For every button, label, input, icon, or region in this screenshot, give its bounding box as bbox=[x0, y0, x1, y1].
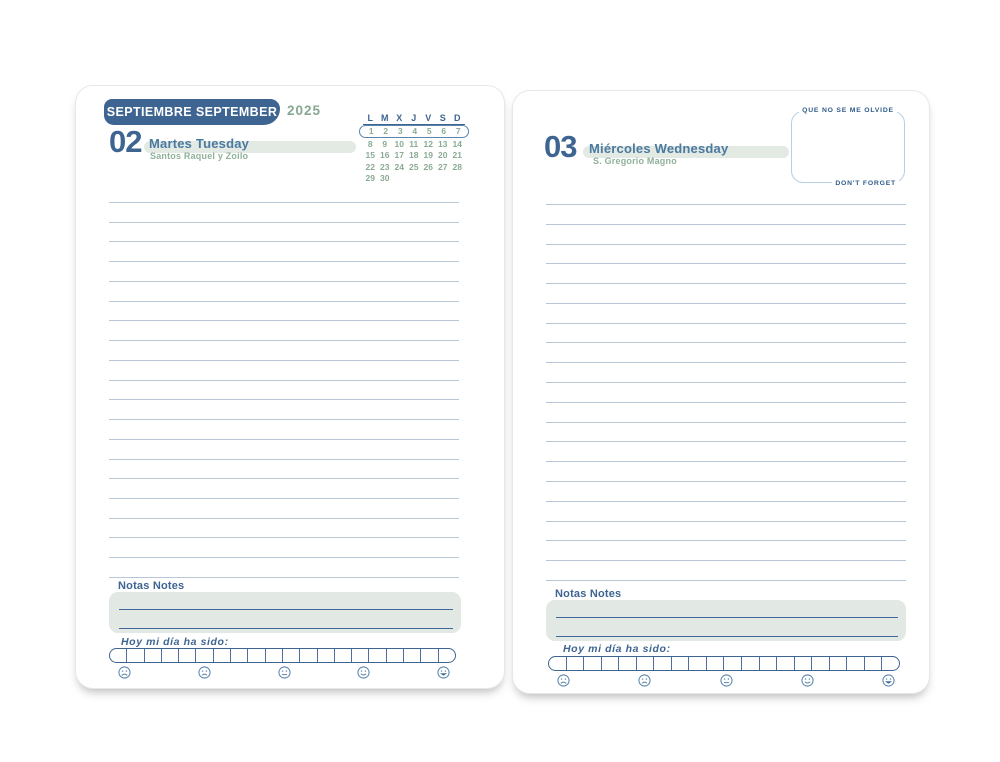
mood-scale-cell[interactable] bbox=[567, 657, 585, 670]
ruled-line bbox=[546, 244, 906, 245]
calendar-date[interactable]: 25 bbox=[409, 161, 419, 172]
ruled-line bbox=[109, 222, 459, 223]
mood-scale-cell[interactable] bbox=[318, 649, 335, 662]
mood-faces-left bbox=[118, 666, 450, 679]
notes-label-left: Notas Notes bbox=[118, 580, 185, 592]
very-sad-face[interactable] bbox=[118, 666, 131, 679]
calendar-weekday: D bbox=[454, 112, 461, 123]
mood-scale-cell[interactable] bbox=[707, 657, 725, 670]
day-title-right: Miércoles Wednesday bbox=[589, 141, 729, 156]
day-number-left: 02 bbox=[109, 124, 142, 159]
ruled-line bbox=[546, 224, 906, 225]
mood-scale-cell[interactable] bbox=[283, 649, 300, 662]
very-sad-face[interactable] bbox=[557, 674, 570, 687]
calendar-date[interactable]: 29 bbox=[365, 173, 375, 183]
mood-scale-cell[interactable] bbox=[882, 657, 899, 670]
saints-right: S. Gregorio Magno bbox=[593, 156, 677, 166]
calendar-week bbox=[363, 138, 465, 150]
ruled-line bbox=[109, 577, 459, 578]
mood-scale-cell[interactable] bbox=[300, 649, 317, 662]
mood-scale-cell[interactable] bbox=[335, 649, 352, 662]
mood-scale-cell[interactable] bbox=[742, 657, 760, 670]
very-happy-face[interactable] bbox=[882, 674, 895, 687]
calendar-date[interactable]: 20 bbox=[438, 150, 448, 160]
notes-box-right[interactable] bbox=[546, 600, 906, 641]
calendar-weekday: J bbox=[411, 112, 417, 123]
mood-scale-cell[interactable] bbox=[795, 657, 813, 670]
notes-box-left[interactable] bbox=[109, 592, 461, 633]
mood-scale-cell[interactable] bbox=[404, 649, 421, 662]
calendar-weekday: M bbox=[381, 112, 389, 123]
mood-prompt-right: Hoy mi día ha sido: bbox=[563, 643, 671, 655]
calendar-current-week bbox=[359, 125, 469, 138]
calendar-date[interactable]: 11 bbox=[409, 138, 419, 149]
reminder-top-label: QUE NO SE ME OLVIDE bbox=[799, 107, 897, 114]
ruled-line bbox=[109, 537, 459, 538]
ruled-line bbox=[109, 498, 459, 499]
calendar-weekday: V bbox=[425, 112, 432, 123]
mood-scale-cell[interactable] bbox=[865, 657, 883, 670]
ruled-line bbox=[109, 202, 459, 203]
calendar-date[interactable]: 22 bbox=[365, 161, 375, 172]
calendar-date[interactable]: 15 bbox=[365, 150, 375, 160]
notes-line bbox=[119, 628, 453, 629]
ruled-line bbox=[546, 263, 906, 264]
calendar-date[interactable]: 27 bbox=[438, 161, 448, 172]
calendar-weekday: X bbox=[396, 112, 403, 123]
notes-line bbox=[556, 636, 898, 637]
ruled-line bbox=[546, 204, 906, 205]
mood-scale-cell[interactable] bbox=[830, 657, 848, 670]
calendar-date[interactable]: 24 bbox=[394, 161, 404, 172]
ruled-line bbox=[109, 557, 459, 558]
mood-scale-cell[interactable] bbox=[724, 657, 742, 670]
calendar-weekday-header bbox=[363, 112, 465, 125]
mood-scale-cell[interactable] bbox=[812, 657, 830, 670]
mood-scale-cell[interactable] bbox=[689, 657, 707, 670]
mood-faces-right bbox=[557, 674, 895, 687]
calendar-date[interactable]: 9 bbox=[382, 138, 388, 149]
calendar-date[interactable]: 8 bbox=[367, 138, 373, 149]
ruled-line bbox=[109, 241, 459, 242]
mood-scale-cell[interactable] bbox=[352, 649, 369, 662]
year-label: 2025 bbox=[287, 103, 322, 118]
ruled-line bbox=[109, 261, 459, 262]
calendar-date[interactable]: 10 bbox=[394, 138, 404, 149]
sad-face[interactable] bbox=[198, 666, 211, 679]
calendar-date[interactable]: 21 bbox=[452, 150, 462, 160]
calendar-date[interactable]: 19 bbox=[423, 150, 433, 160]
ruled-line bbox=[546, 402, 906, 403]
ruled-line bbox=[546, 323, 906, 324]
ruled-line bbox=[546, 481, 906, 482]
ruled-line bbox=[109, 439, 459, 440]
calendar-date[interactable]: 4 bbox=[412, 126, 418, 137]
mood-scale-cell[interactable] bbox=[847, 657, 865, 670]
ruled-line bbox=[109, 399, 459, 400]
calendar-date[interactable]: 5 bbox=[426, 126, 432, 137]
ruled-line bbox=[109, 360, 459, 361]
mood-scale-cell[interactable] bbox=[602, 657, 620, 670]
saints-left: Santos Raquel y Zoilo bbox=[150, 151, 249, 161]
mood-scale-cell[interactable] bbox=[654, 657, 672, 670]
sad-face[interactable] bbox=[638, 674, 651, 687]
mood-scale-cell[interactable] bbox=[439, 649, 455, 662]
month-tab-label: SEPTIEMBRE SEPTEMBER bbox=[106, 105, 278, 119]
mood-scale-cell[interactable] bbox=[760, 657, 778, 670]
mood-scale-cell[interactable] bbox=[196, 649, 213, 662]
ruled-lines-left[interactable] bbox=[109, 202, 459, 578]
reminder-box[interactable] bbox=[791, 107, 905, 187]
ruled-line bbox=[109, 281, 459, 282]
mood-scale-cell[interactable] bbox=[179, 649, 196, 662]
notes-label-right: Notas Notes bbox=[555, 588, 622, 600]
ruled-line bbox=[546, 362, 906, 363]
calendar-date[interactable]: 3 bbox=[397, 126, 403, 137]
happy-face[interactable] bbox=[801, 674, 814, 687]
ruled-lines-right[interactable] bbox=[546, 204, 906, 581]
calendar-week bbox=[363, 150, 465, 162]
mood-scale-cell[interactable] bbox=[672, 657, 690, 670]
day-title-left: Martes Tuesday bbox=[149, 136, 250, 151]
ruled-line bbox=[109, 320, 459, 321]
ruled-line bbox=[109, 478, 459, 479]
ruled-line bbox=[109, 459, 459, 460]
neutral-face[interactable] bbox=[720, 674, 733, 687]
mood-scale-cell[interactable] bbox=[145, 649, 162, 662]
ruled-line bbox=[546, 283, 906, 284]
ruled-line bbox=[109, 340, 459, 341]
mood-scale-cell[interactable] bbox=[369, 649, 386, 662]
calendar-date[interactable]: 18 bbox=[409, 150, 419, 160]
ruled-line bbox=[546, 382, 906, 383]
ruled-line bbox=[546, 580, 906, 581]
page-right bbox=[512, 90, 930, 694]
month-tab bbox=[104, 99, 280, 125]
ruled-line bbox=[546, 540, 906, 541]
mood-scale-cell[interactable] bbox=[110, 649, 127, 662]
calendar-weekday: L bbox=[367, 112, 373, 123]
reminder-bottom-label: DON'T FORGET bbox=[832, 180, 899, 187]
mood-scale-cell[interactable] bbox=[266, 649, 283, 662]
ruled-line bbox=[546, 441, 906, 442]
calendar-date[interactable]: 26 bbox=[423, 161, 433, 172]
ruled-line bbox=[546, 303, 906, 304]
mood-scale-bar-right[interactable] bbox=[548, 656, 900, 671]
calendar-date[interactable]: 7 bbox=[455, 126, 461, 137]
calendar-date[interactable]: 16 bbox=[380, 150, 390, 160]
calendar-date[interactable]: 14 bbox=[452, 138, 462, 149]
ruled-line bbox=[109, 419, 459, 420]
calendar-date[interactable]: 23 bbox=[380, 161, 390, 172]
ruled-line bbox=[109, 380, 459, 381]
notes-line bbox=[119, 609, 453, 610]
mood-scale-cell[interactable] bbox=[248, 649, 265, 662]
mood-scale-cell[interactable] bbox=[619, 657, 637, 670]
mood-scale-cell[interactable] bbox=[584, 657, 602, 670]
calendar-date[interactable]: 6 bbox=[441, 126, 447, 137]
mood-scale-cell[interactable] bbox=[637, 657, 655, 670]
ruled-line bbox=[109, 518, 459, 519]
ruled-line bbox=[546, 422, 906, 423]
mood-scale-cell[interactable] bbox=[162, 649, 179, 662]
calendar-week bbox=[363, 161, 465, 173]
ruled-line bbox=[546, 521, 906, 522]
ruled-line bbox=[546, 501, 906, 502]
mood-scale-cell[interactable] bbox=[549, 657, 567, 670]
happy-face[interactable] bbox=[357, 666, 370, 679]
calendar-weekday: S bbox=[439, 112, 446, 123]
calendar-date[interactable]: 2 bbox=[383, 126, 389, 137]
very-happy-face[interactable] bbox=[437, 666, 450, 679]
day-number-right: 03 bbox=[544, 129, 577, 164]
calendar-date[interactable]: 28 bbox=[452, 161, 462, 172]
calendar-date[interactable]: 13 bbox=[438, 138, 448, 149]
ruled-line bbox=[546, 342, 906, 343]
mood-scale-cell[interactable] bbox=[214, 649, 231, 662]
calendar-date[interactable]: 1 bbox=[368, 126, 374, 137]
ruled-line bbox=[546, 560, 906, 561]
calendar-week bbox=[363, 173, 465, 185]
mini-calendar bbox=[363, 112, 465, 184]
page-left bbox=[75, 85, 505, 689]
mood-prompt-left: Hoy mi día ha sido: bbox=[121, 636, 229, 648]
calendar-date[interactable]: 12 bbox=[423, 138, 433, 149]
mood-scale-bar-left[interactable] bbox=[109, 648, 456, 663]
mood-scale-cell[interactable] bbox=[127, 649, 144, 662]
neutral-face[interactable] bbox=[278, 666, 291, 679]
calendar-date[interactable]: 30 bbox=[380, 173, 390, 183]
calendar-date[interactable]: 17 bbox=[394, 150, 404, 160]
mood-scale-cell[interactable] bbox=[231, 649, 248, 662]
mood-scale-cell[interactable] bbox=[421, 649, 438, 662]
ruled-line bbox=[546, 461, 906, 462]
mood-scale-cell[interactable] bbox=[387, 649, 404, 662]
notes-line bbox=[556, 617, 898, 618]
mood-scale-cell[interactable] bbox=[777, 657, 795, 670]
ruled-line bbox=[109, 301, 459, 302]
